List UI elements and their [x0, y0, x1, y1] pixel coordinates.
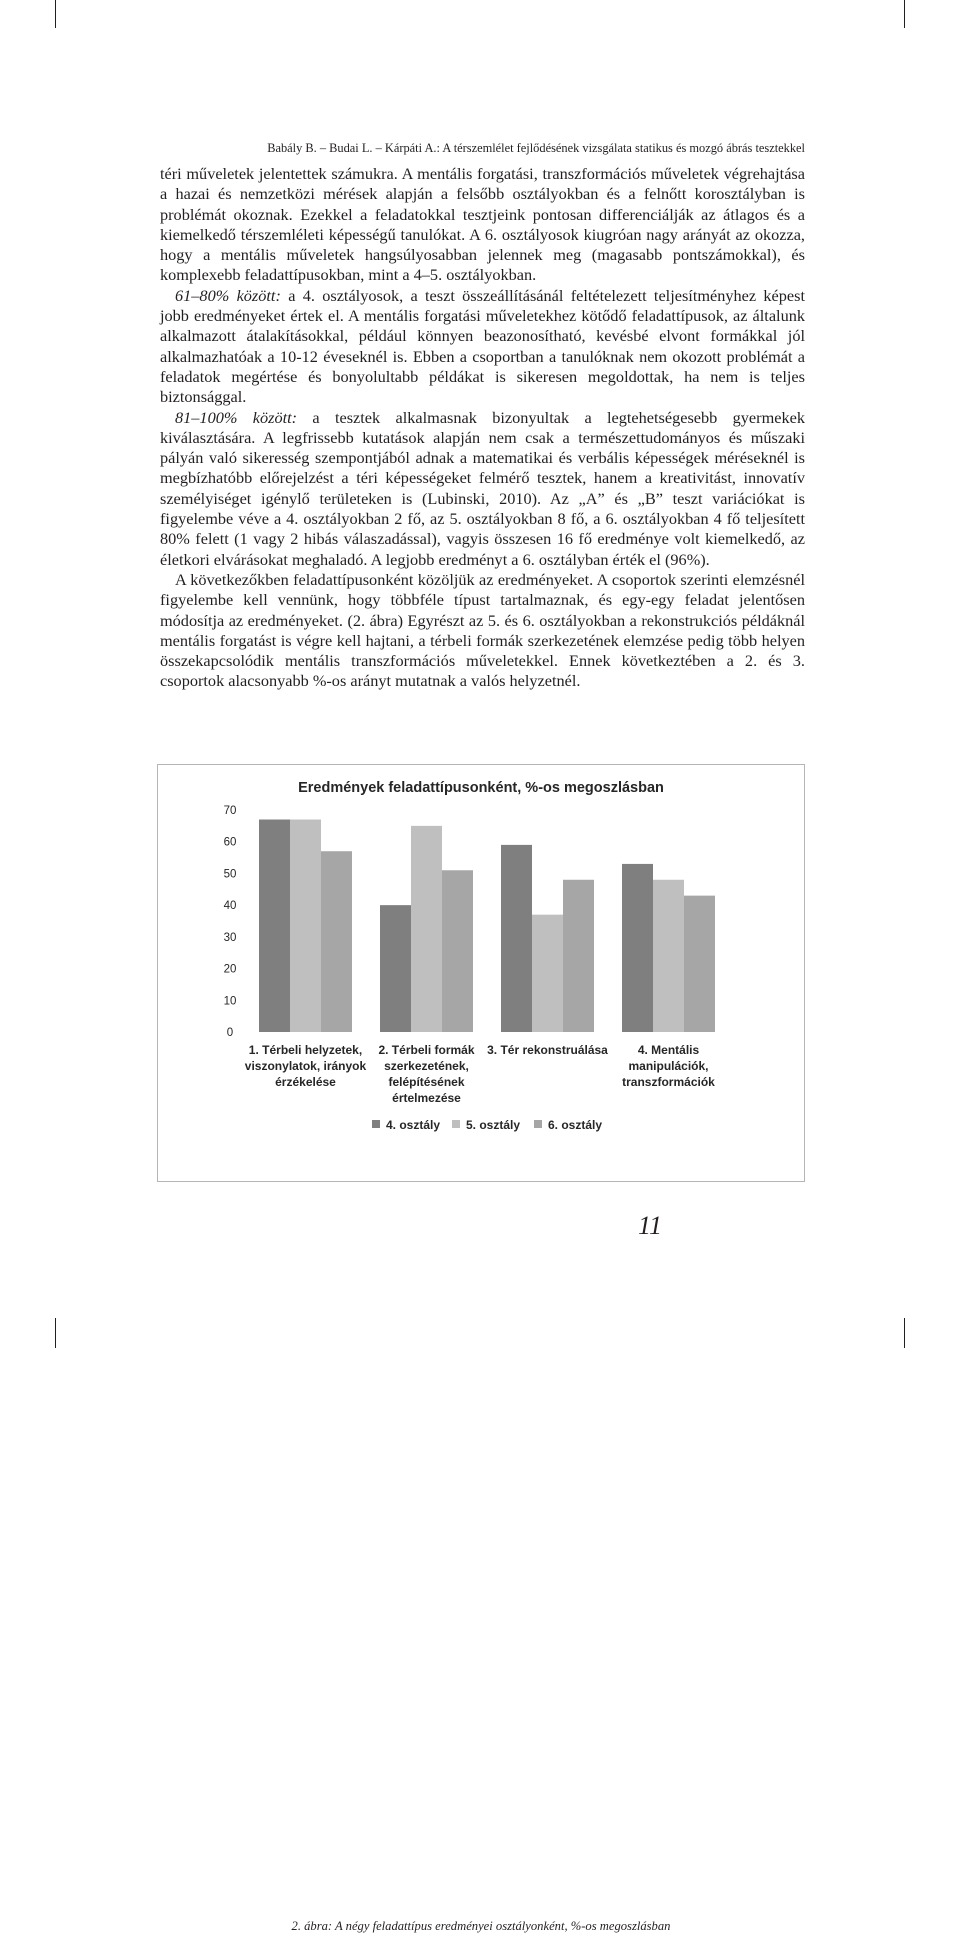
bar: [321, 851, 352, 1032]
paragraph: A következőkben feladattípusonként közöljük az eredményeket. A csoportok szerinti elemzésnél figyelembe kell vennünk, hogy többféle típust tartalmaznak, és egy-egy feladat jelentősen módosítja az eredményeket. (2. ábra) Egyrészt az 5. és 6. osztályokban a rekonstrukciós példáknál mentális forgatást is végre kell hajtani, a térbeli formák szerkezetének elemzése pedig több helyen összekapcsolódik mentális transzformációs műveletekkel. Ennek következtében a 2. és 3. csoportok alacsonyabb %-os arányt mutatnak a valós helyzetnél.: [160, 569, 805, 691]
legend-label: 4. osztály: [386, 1118, 441, 1132]
x-category-label-line: 3. Tér rekonstruálása: [487, 1043, 608, 1057]
x-category-label-line: viszonylatok, irányok: [244, 1059, 367, 1073]
bar: [259, 820, 290, 1032]
y-tick-label: 70: [223, 805, 237, 817]
y-tick-label: 50: [223, 868, 237, 881]
bar-chart: [158, 765, 804, 1181]
paragraph: [160, 408, 805, 570]
chart-title: Eredmények feladattípusonként, %-os megoszlásban: [298, 780, 664, 796]
paragraph: [160, 286, 805, 408]
bar: [442, 870, 473, 1032]
y-tick-label: 60: [223, 836, 237, 849]
crop-mark: [55, 1318, 56, 1348]
bar: [501, 845, 532, 1032]
bar: [622, 864, 653, 1032]
y-tick-label: 40: [223, 900, 237, 913]
bar: [563, 880, 594, 1032]
x-category-label-line: 2. Térbeli formák: [378, 1043, 475, 1057]
bar: [653, 880, 684, 1032]
x-category-label: [622, 1043, 715, 1089]
paragraph-lead: 81–100% között:: [175, 407, 298, 427]
legend-swatch: [534, 1120, 542, 1128]
crop-mark: [55, 0, 56, 28]
legend-swatch: [372, 1120, 380, 1128]
crop-mark: [904, 0, 905, 28]
y-tick-label: 10: [223, 995, 237, 1008]
y-tick-label: 20: [223, 963, 237, 976]
x-category-label-line: felépítésének: [388, 1075, 465, 1089]
paragraph-lead: 61–80% között:: [175, 285, 281, 305]
paragraph: téri műveletek jelentettek számukra. A mentális forgatási, transzformációs műveletek végrehajtása a hazai és nemzetközi mérések alapján a felsőbb osztályokban és a felnőtt korosztályban is problémát okoznak. Ezekkel a feladatokkal tesztjeink pontosan differenciálják az átlagos és a kiemelkedő térszemléleti képességű tanulókat. A 6. osztályosok kiugróan nagy arányát az okozza, hogy a mentális műveletek hangsúlyosabban jelennek meg (magasabb pontszámokkal), és komplexebb feladattípusokban, mint a 4–5. osztályokban.: [160, 164, 805, 285]
x-category-label: [245, 1043, 367, 1089]
paragraph-text: a tesztek alkalmasnak bizonyultak a legtehetségesebb gyermekek kiválasztására. A legfrissebb kutatások alapján nem csak a természettudományos és műszaki pályán való sikeresség szempontjából adnak a matematikai és verbális képességek méréseknél is megbízhatóbb előrejelzést a téri képességeket felmérő tesztek, hanem a kreativitást, innovatív személyiséget igénylő területeken is (Lubinski, 2010). Az „A” és „B” teszt variációkat is figyelembe véve a 4. osztályokban 2 fő, az 5. osztályokban 8 fő, a 6. osztályokban 4 fő teljesített 80% felett (1 vagy 2 hibás válaszadással), vagyis összesen 16 fő eredménye volt kiemelkedő, az életkori elvárásokat meghaladó. A legjobb eredményt a 6. osztályban érték el (96%).: [160, 407, 805, 569]
x-category-label-line: transzformációk: [622, 1075, 715, 1089]
paragraph-text: a 4. osztályosok, a teszt összeállításánál feltételezett teljesítményhez képest jobb eredményeket értek el. A mentális forgatási műveletekhez kötődő feladattípusok, az általunk alkalmazott átalakításokkal, például könnyen beazonosítható, kevésbé elvont formákkal jól alkalmazhatóak a 10-12 éveseknél is. Ebben a csoportban a tanulóknak nem okozott problémát a feladatok megértése és bonyolultabb példákat is sikeresen megoldottak, ha nem is teljes biztonsággal.: [160, 285, 805, 407]
running-header: Babály B. – Budai L. – Kárpáti A.: A térszemlélet fejlődésének vizsgálata statikus és mozgó ábrás tesztekkel: [267, 141, 805, 155]
bar: [411, 826, 442, 1032]
y-tick-label: 0: [226, 1027, 234, 1039]
x-category-label-line: 1. Térbeli helyzetek,: [248, 1043, 363, 1057]
x-category-label: [487, 1043, 608, 1057]
x-category-label-line: értelmezése: [392, 1091, 461, 1105]
y-tick-label: 30: [223, 931, 237, 944]
bar: [290, 820, 321, 1032]
x-category-label-line: érzékelése: [275, 1075, 336, 1089]
page-number: 11: [637, 1211, 663, 1240]
body-text: [160, 164, 805, 692]
bar: [532, 915, 563, 1032]
bar: [684, 896, 715, 1032]
figure-caption: 2. ábra: A négy feladattípus eredményei osztályonként, %-os megoszlásban: [291, 1919, 671, 1933]
bar: [380, 905, 411, 1032]
x-category-label-line: szerkezetének,: [384, 1059, 469, 1073]
crop-mark: [904, 1318, 905, 1348]
x-category-label-line: manipulációk,: [628, 1059, 709, 1073]
x-category-label: [378, 1043, 474, 1105]
legend-label: 6. osztály: [548, 1118, 603, 1132]
x-category-label-line: 4. Mentális: [637, 1043, 700, 1057]
legend-swatch: [452, 1120, 460, 1128]
legend-label: 5. osztály: [466, 1118, 521, 1132]
